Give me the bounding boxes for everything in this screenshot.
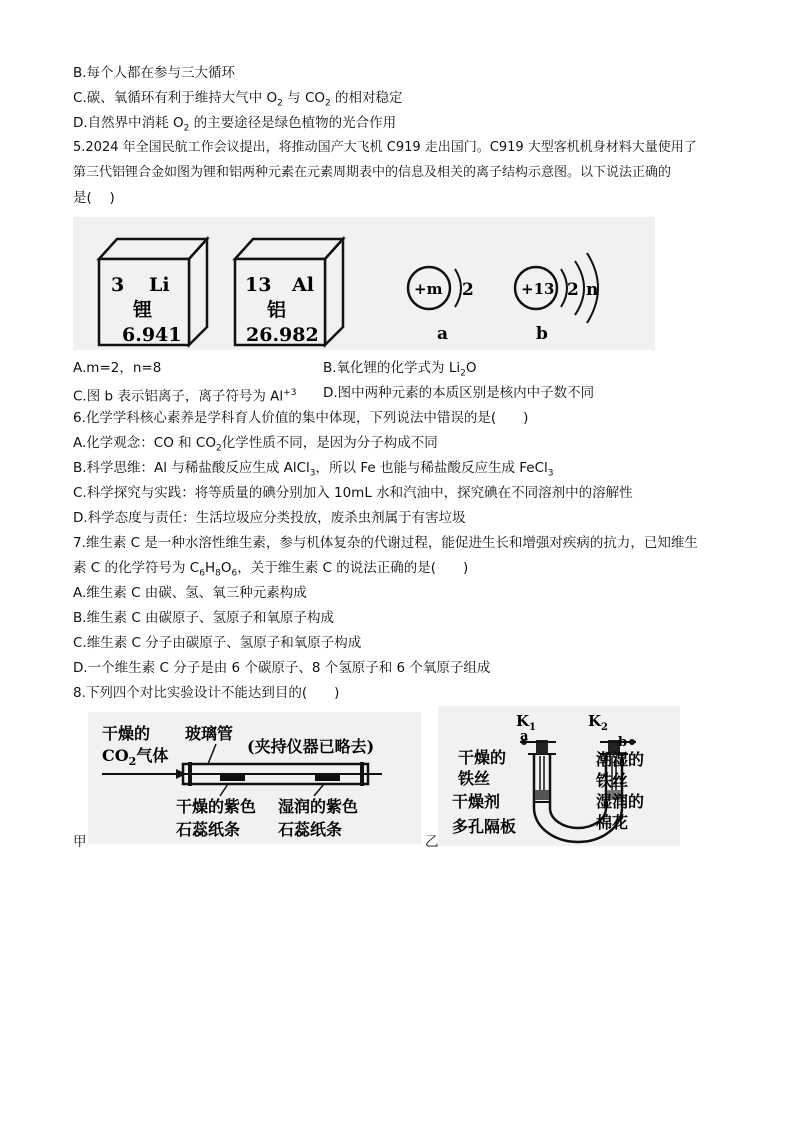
q4-option-d: D.自然界中消耗 $O_2$ 的主要途径是绿色植物的光合作用 <box>73 115 397 134</box>
svg-text:b: b <box>536 324 548 344</box>
yi-label-wet-iron: 潮湿的 <box>596 750 645 769</box>
q6-stem: 6.化学学科核心素养是学科育人价值的集中体现，下列说法中错误的是( ) <box>73 410 529 426</box>
li-mass: 6.941 <box>122 324 182 346</box>
q7-option-d: D.一个维生素 C 分子是由 6 个碳原子、8 个氢原子和 6 个氧原子组成 <box>73 660 491 676</box>
yi-label-desiccant: 干燥剂 <box>452 792 501 811</box>
li-symbol: Li <box>149 274 170 296</box>
yi-label-wet-cotton: 湿润的 <box>596 792 645 811</box>
svg-text:石蕊纸条: 石蕊纸条 <box>278 820 343 839</box>
q5-stem-line3: 是( ) <box>73 190 115 206</box>
q6-option-c: C.科学探究与实践：将等质量的碘分别加入 10mL 水和汽油中，探究碘在不同溶剂中的溶解性 <box>73 485 633 501</box>
yi-label-porous-plate: 多孔隔板 <box>452 817 517 836</box>
svg-text:铁丝: 铁丝 <box>458 769 491 788</box>
svg-text:+13: +13 <box>521 280 555 298</box>
q6-option-a: A.化学观念：CO 和 $CO_2$化学性质不同，是因为分子构成不同 <box>73 435 438 454</box>
svg-text:a: a <box>437 324 449 344</box>
q7-option-a: A.维生素 C 由碳、氢、氧三种元素构成 <box>73 585 307 601</box>
yi-label-k2: $K_2$ <box>588 712 609 733</box>
li-name: 锂 <box>133 299 153 321</box>
yi-label-b: b <box>618 735 628 750</box>
figure-yi <box>438 706 680 846</box>
svg-text:n: n <box>586 280 599 300</box>
al-mass: 26.982 <box>246 324 319 346</box>
figure-jia <box>88 712 421 844</box>
q5-option-d: D.图中两种元素的本质区别是核内中子数不同 <box>323 385 595 401</box>
q5-option-b: B.氧化锂的化学式为 $Li_2O$ <box>323 360 477 379</box>
li-number: 3 <box>111 274 125 296</box>
svg-text:2: 2 <box>462 280 474 300</box>
q4-option-c: C.碳、氧循环有利于维持大气中 $O_2$ 与 $CO_2$ 的相对稳定 <box>73 90 403 109</box>
ion-structure-a <box>408 267 474 344</box>
al-number: 13 <box>245 274 272 296</box>
jia-label-note: (夹持仪器已略去) <box>247 737 375 756</box>
q5-stem-line1: 5.2024 年全国民航工作会议提出，将推动国产大飞机 C919 走出国门。C919 大型客机机身材料大量使用了 <box>73 140 697 155</box>
yi-label-a: a <box>520 729 529 744</box>
q7-stem-line2: 素 C 的化学符号为 $C_6H_8O_6$，关于维生素 C 的说法正确的是( ) <box>73 560 469 579</box>
li-element-card <box>99 239 207 346</box>
q7-option-c: C.维生素 C 分子由碳原子、氢原子和氧原子构成 <box>73 635 362 651</box>
q4-option-b: B.每个人都在参与三大循环 <box>73 65 236 81</box>
svg-text:+m: +m <box>414 280 443 298</box>
ion-structure-b <box>515 253 598 344</box>
figure-jia-caption: 甲 <box>73 834 87 850</box>
q5-option-c: C.图 b 表示铝离子，离子符号为 $Al^{+3}$ <box>73 388 297 405</box>
jia-label-co2: $CO_2$气体 <box>102 746 169 768</box>
q6-option-d: D.科学态度与责任：生活垃圾应分类投放，废杀虫剂属于有害垃圾 <box>73 510 466 526</box>
svg-text:石蕊纸条: 石蕊纸条 <box>176 820 241 839</box>
al-symbol: Al <box>292 274 314 296</box>
q8-stem: 8.下列四个对比实验设计不能达到目的( ) <box>73 685 340 701</box>
svg-text:2: 2 <box>567 280 579 300</box>
q5-option-a: A.m=2，n=8 <box>73 360 162 376</box>
jia-label-tube: 玻璃管 <box>185 724 234 743</box>
yi-label-dry-iron: 干燥的 <box>458 748 507 767</box>
al-element-card <box>235 239 343 346</box>
q5-figure <box>73 217 655 350</box>
svg-text:棉花: 棉花 <box>596 813 629 832</box>
yi-label-k1: $K_1$ <box>516 712 537 733</box>
jia-label-dry: 干燥的 <box>102 724 151 743</box>
q7-option-b: B.维生素 C 由碳原子、氢原子和氧原子构成 <box>73 610 335 626</box>
al-name: 铝 <box>267 299 287 321</box>
q5-stem-line2: 第三代铝锂合金如图为锂和铝两种元素在元素周期表中的信息及相关的离子结构示意图。以下说法正确的 <box>73 165 672 180</box>
svg-text:铁丝: 铁丝 <box>596 771 629 790</box>
q7-stem-line1: 7.维生素 C 是一种水溶性维生素，参与机体复杂的代谢过程，能促进生长和增强对疾病的抗力，已知维生 <box>73 535 698 551</box>
figure-yi-caption: 乙 <box>425 834 439 850</box>
jia-label-wet-paper: 湿润的紫色 <box>278 797 359 816</box>
q6-option-b: B.科学思维：Al 与稀盐酸反应生成 AlCl$_3$，所以 Fe 也能与稀盐酸反应生成 FeCl$_3$ <box>73 460 554 479</box>
jia-label-dry-paper: 干燥的紫色 <box>176 797 257 816</box>
